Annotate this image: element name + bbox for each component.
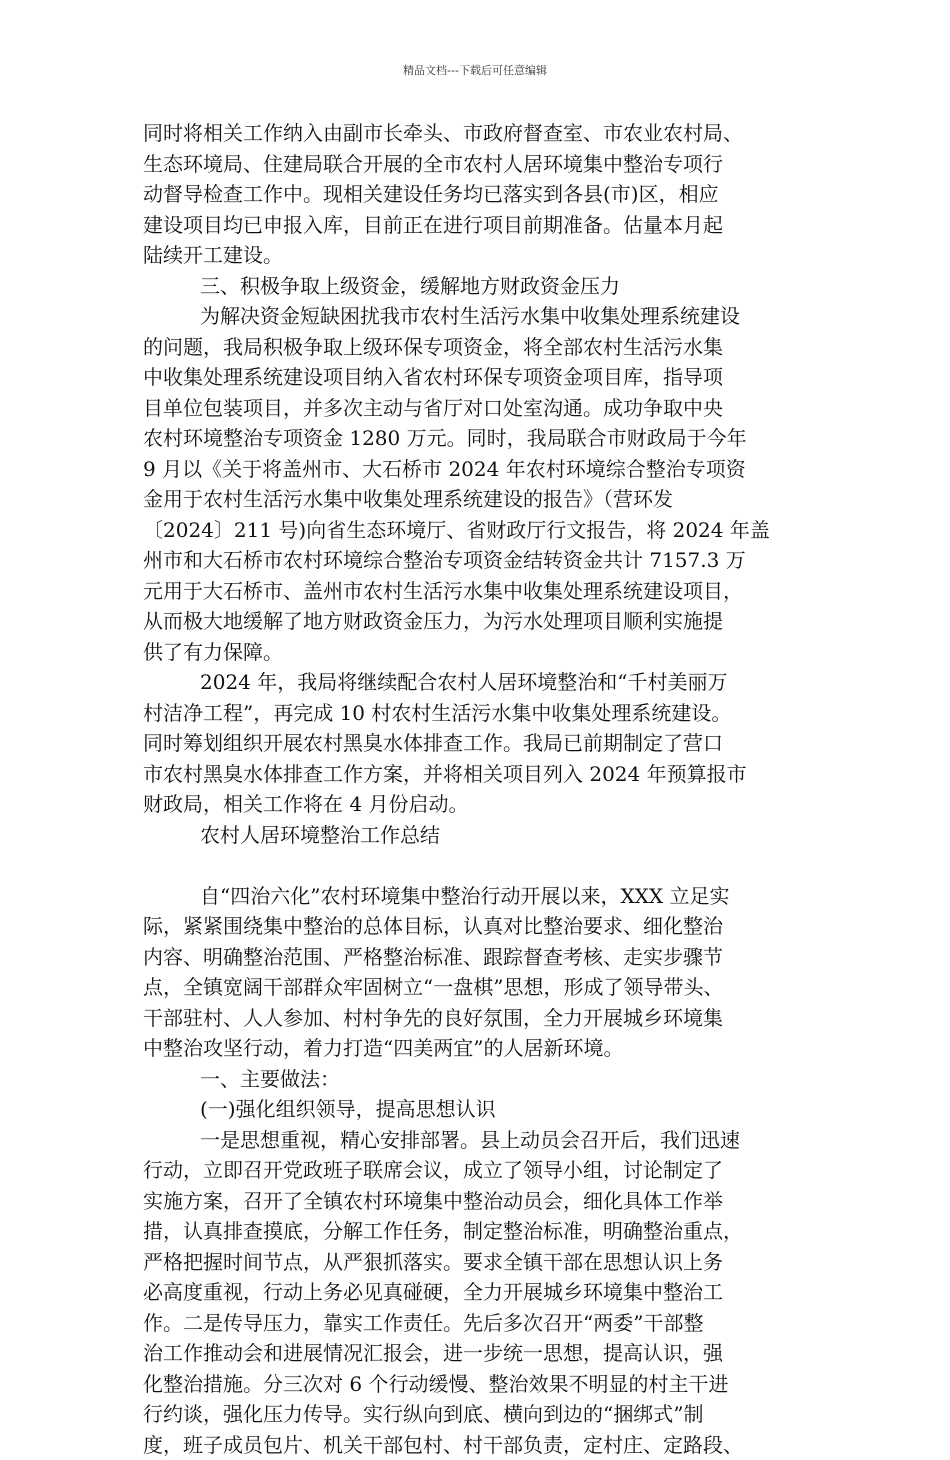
text-line: 内容、明确整治范围、严格整治标准、跟踪督查考核、走实步骤节 <box>143 942 807 973</box>
text-line: 州市和大石桥市农村环境综合整治专项资金结转资金共计 7157.3 万 <box>143 545 807 576</box>
text-line: 一是思想重视，精心安排部署。县上动员会召开后，我们迅速 <box>143 1125 807 1156</box>
text-line: 作。二是传导压力，靠实工作责任。先后多次召开“两委”干部整 <box>143 1308 807 1339</box>
text-line: 建设项目均已申报入库，目前正在进行项目前期准备。估量本月起 <box>143 210 807 241</box>
text-line: 金用于农村生活污水集中收集处理系统建设的报告》（营环发 <box>143 484 807 515</box>
section-heading: 一、主要做法： <box>143 1064 807 1095</box>
text-line: 措，认真排查摸底，分解工作任务，制定整治标准，明确整治重点， <box>143 1216 807 1247</box>
document-title: 农村人居环境整治工作总结 <box>143 820 807 851</box>
text-line: 供了有力保障。 <box>143 637 807 668</box>
text-line: 际，紧紧围绕集中整治的总体目标，认真对比整治要求、细化整治 <box>143 911 807 942</box>
text-line: 同时筹划组织开展农村黑臭水体排查工作。我局已前期制定了营口 <box>143 728 807 759</box>
text-line: 村洁净工程”，再完成 10 村农村生活污水集中收集处理系统建设。 <box>143 698 807 729</box>
subsection-heading: (一)强化组织领导，提高思想认识 <box>143 1094 807 1125</box>
text-line: 元用于大石桥市、盖州市农村生活污水集中收集处理系统建设项目， <box>143 576 807 607</box>
text-line: 目单位包装项目，并多次主动与省厅对口处室沟通。成功争取中央 <box>143 393 807 424</box>
text-line: 严格把握时间节点，从严狠抓落实。要求全镇干部在思想认识上务 <box>143 1247 807 1278</box>
text-line: 为解决资金短缺困扰我市农村生活污水集中收集处理系统建设 <box>143 301 807 332</box>
text-line: 行约谈，强化压力传导。实行纵向到底、横向到边的“捆绑式”制 <box>143 1399 807 1430</box>
text-line: 生态环境局、住建局联合开展的全市农村人居环境集中整治专项行 <box>143 149 807 180</box>
text-line: 市农村黑臭水体排查工作方案，并将相关项目列入 2024 年预算报市 <box>143 759 807 790</box>
blank-line <box>143 850 807 881</box>
text-line: 陆续开工建设。 <box>143 240 807 271</box>
text-line: 中整治攻坚行动，着力打造“四美两宜”的人居新环境。 <box>143 1033 807 1064</box>
text-line: 9 月以《关于将盖州市、大石桥市 2024 年农村环境综合整治专项资 <box>143 454 807 485</box>
document-body <box>143 118 807 1460</box>
text-line: 农村环境整治专项资金 1280 万元。同时，我局联合市财政局于今年 <box>143 423 807 454</box>
text-line: 治工作推动会和进展情况汇报会，进一步统一思想，提高认识，强 <box>143 1338 807 1369</box>
text-line: 点，全镇宽阔干部群众牢固树立“一盘棋”思想，形成了领导带头、 <box>143 972 807 1003</box>
text-line: 2024 年，我局将继续配合农村人居环境整治和“千村美丽万 <box>143 667 807 698</box>
text-line: 实施方案，召开了全镇农村环境集中整治动员会，细化具体工作举 <box>143 1186 807 1217</box>
text-line: 中收集处理系统建设项目纳入省农村环保专项资金项目库，指导项 <box>143 362 807 393</box>
text-line: 度，班子成员包片、机关干部包村、村干部负责，定村庄、定路段、 <box>143 1430 807 1460</box>
text-line: 干部驻村、人人参加、村村争先的良好氛围，全力开展城乡环境集 <box>143 1003 807 1034</box>
page-header: 精品文档---下载后可任意编辑 <box>0 62 950 78</box>
text-line: 化整治措施。分三次对 6 个行动缓慢、整治效果不明显的村主干进 <box>143 1369 807 1400</box>
text-line: 财政局，相关工作将在 4 月份启动。 <box>143 789 807 820</box>
text-line: 动督导检查工作中。现相关建设任务均已落实到各县(市)区，相应 <box>143 179 807 210</box>
text-line: 〔2024〕211 号)向省生态环境厅、省财政厅行文报告，将 2024 年盖 <box>143 515 807 546</box>
text-line: 同时将相关工作纳入由副市长牵头、市政府督查室、市农业农村局、 <box>143 118 807 149</box>
text-line: 的问题，我局积极争取上级环保专项资金，将全部农村生活污水集 <box>143 332 807 363</box>
text-line: 从而极大地缓解了地方财政资金压力，为污水处理项目顺利实施提 <box>143 606 807 637</box>
text-line: 必高度重视，行动上务必见真碰硬，全力开展城乡环境集中整治工 <box>143 1277 807 1308</box>
text-line: 自“四治六化”农村环境集中整治行动开展以来，XXX 立足实 <box>143 881 807 912</box>
section-heading: 三、积极争取上级资金，缓解地方财政资金压力 <box>143 271 807 302</box>
text-line: 行动，立即召开党政班子联席会议，成立了领导小组，讨论制定了 <box>143 1155 807 1186</box>
